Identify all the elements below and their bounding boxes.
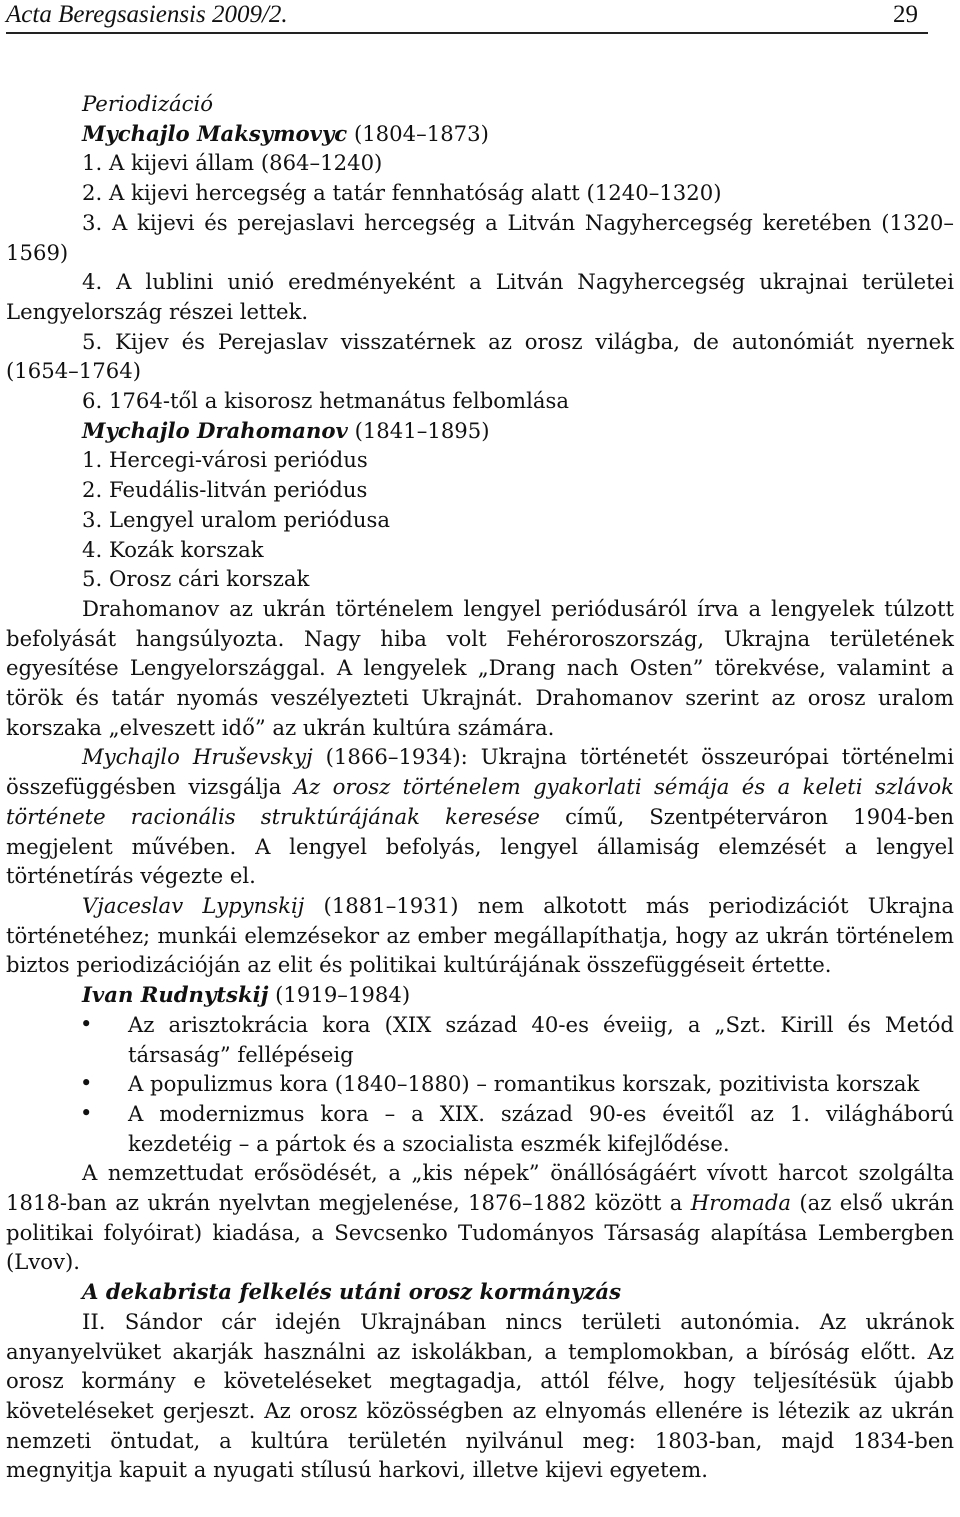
author-years: (1919–1984): [268, 982, 411, 1008]
list-item: 5. Orosz cári korszak: [82, 566, 310, 592]
list-item: 1. A kijevi állam (864–1240): [82, 150, 383, 176]
section-heading-periodization: Periodizáció: [82, 91, 214, 116]
paragraph-decembrist: II. Sándor cár idején Ukrajnában nincs területi autonómia. Az ukránok anyanyelvüket akarják használni az iskolákban, a templomokban, a bíróság előtt. Az orosz kormány e követeléseket megtagadja, attól félve, hogy teljesítésük újabb követeléseket gerjeszt. Az orosz közösségben az elnyomás ellenére is létezik az ukrán nemzeti öntudat, a kultúra területén nyilvánul meg: 1803-ban, majd 1834-ben megnyitja kapuit a nyugati stílusú harkovi, illetve kijevi egyetem.: [6, 1308, 954, 1483]
journal-name: Hromada: [690, 1190, 792, 1216]
paragraph-text: A nemzettudat erősödését, a „kis népek” önállóságáért vívott harcot szolgálta 1818-ban az ukrán nyelvtan megjelenése, 1876–1882 között a: [6, 1160, 954, 1216]
list-item-wrapped: 4. A lublini unió eredményeként a Litván Nagyhercegség ukrajnai területei Lengyelország részei lettek.: [6, 269, 954, 324]
list-item: 4. Kozák korszak: [82, 536, 264, 562]
author-line-drahomanov: [6, 416, 954, 446]
author-name: Mychajlo Maksymovyc: [82, 120, 348, 146]
paragraph-text: (1881–1931) nem alkotott más periodizációt Ukrajna történetéhez; munkái elemzésekor az ember megállapíthatja, hogy az ukrán történelem biztos periodizációján az elit és politikai kultúrájának összefüggéseit értette.: [6, 892, 954, 978]
list-item: 2. Feudális-litván periódus: [82, 477, 368, 503]
bullet-item: [6, 1099, 954, 1158]
author-name: Vjaceslav Lypynskij: [82, 892, 305, 918]
bullet-text: Az arisztokrácia kora (XIX század 40-es éveiig, a „Szt. Kirill és Metód társaság” fellépéseig: [128, 1011, 954, 1067]
author-line-maksymovyc: [6, 119, 954, 149]
section-heading-decembrist: A dekabrista felkelés utáni orosz kormányzás: [82, 1279, 622, 1305]
bullet-item: [6, 1010, 954, 1069]
bullet-text: A populizmus kora (1840–1880) – romantikus korszak, pozitivista korszak: [128, 1071, 920, 1097]
list-item: 6. 1764-től a kisorosz hetmanátus felbomlása: [82, 388, 570, 414]
bullet-icon: •: [80, 1100, 93, 1125]
work-title: Az orosz történelem gyakorlati sémája és a keleti szlávok története racionális struktúrájának keresése: [6, 774, 954, 829]
paragraph-lypynskij: [6, 891, 954, 980]
bullet-list: [6, 1010, 954, 1159]
author-years: (1804–1873): [347, 120, 489, 146]
paragraph-text: (1866–1934): Ukrajna történetét összeurópai történelmi összefüggésben vizsgálja: [6, 744, 954, 800]
author-name: Ivan Rudnytskij: [82, 982, 269, 1008]
bullet-icon: •: [80, 1071, 93, 1096]
bullet-icon: •: [80, 1011, 93, 1036]
author-name: Mychajlo Hruševskyj: [82, 744, 313, 770]
paragraph-hrusevskyj: [6, 742, 954, 891]
page-number: 29: [893, 1, 918, 28]
paragraph-text: című, Szentpéterváron 1904-ben megjelent művében. A lengyel befolyás, lengyel államiság elemzését a lengyel történetírás végezte el.: [6, 803, 954, 889]
bullet-text: A modernizmus kora – a XIX. század 90-es éveitől az 1. világháború kezdetéig – a pártok és a szocialista eszmék kifejlődése.: [128, 1100, 954, 1156]
author-name: Mychajlo Drahomanov: [82, 417, 348, 443]
list-item-wrapped: 3. A kijevi és perejaslavi hercegség a Litván Nagyhercegség keretében (1320–1569): [6, 209, 954, 265]
author-years: (1841–1895): [347, 417, 490, 443]
paragraph-text: (az első ukrán politikai folyóirat) kiadása, a Sevcsenko Tudományos Társaság alapítása Lembergben (Lvov).: [6, 1190, 954, 1275]
list-item-wrapped: 5. Kijev és Perejaslav visszatérnek az orosz világba, de autonómiát nyernek (1654–1764): [6, 328, 954, 384]
running-header: [6, 0, 928, 34]
list-item: 3. Lengyel uralom periódusa: [82, 506, 391, 532]
paragraph-national-awareness: [6, 1158, 954, 1277]
author-line-rudnytskij: [6, 980, 954, 1010]
journal-title: Acta Beregsasiensis 2009/2.: [6, 1, 288, 28]
list-item: 1. Hercegi-városi periódus: [82, 447, 368, 473]
bullet-item: [6, 1069, 954, 1099]
document-body: [6, 89, 954, 1485]
paragraph-drahomanov: Drahomanov az ukrán történelem lengyel periódusáról írva a lengyelek túlzott befolyását hangsúlyozta. Nagy hiba volt Fehéroroszország, Ukrajna területének egyesítése Lengyelországgal. A lengyelek „Drang nach Osten” törekvése, valamint a török és tatár nyomás veszélyezteti Ukrajnát. Drahomanov szerint az orosz uralom korszaka „elveszett idő” az ukrán kultúra számára.: [6, 595, 954, 740]
list-item: 2. A kijevi hercegség a tatár fennhatóság alatt (1240–1320): [82, 180, 722, 206]
